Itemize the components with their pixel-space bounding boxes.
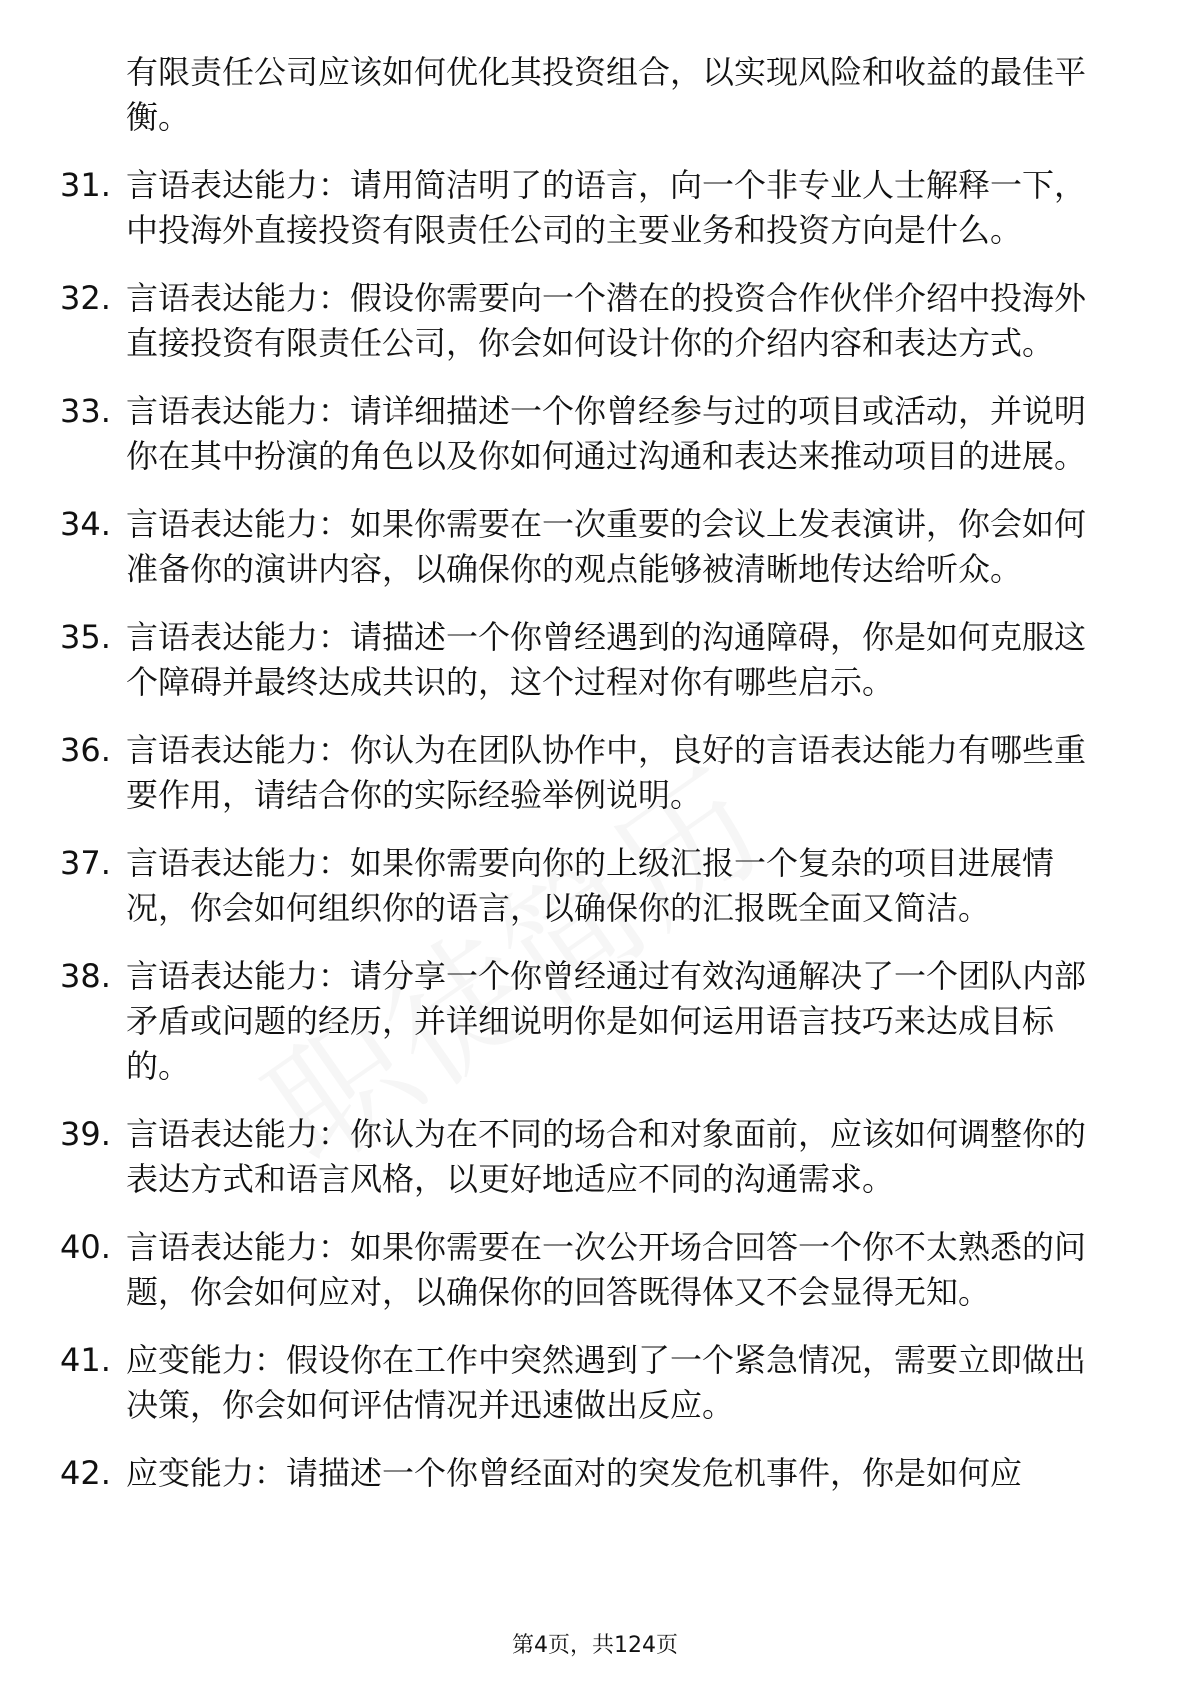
list-item: [60, 276, 1110, 366]
list-item: [60, 841, 1110, 931]
item-text: 言语表达能力：请用简洁明了的语言，向一个非专业人士解释一下，中投海外直接投资有限责任公司的主要业务和投资方向是什么。: [126, 166, 1087, 249]
item-text: 言语表达能力：假设你需要向一个潜在的投资合作伙伴介绍中投海外直接投资有限责任公司，你会如何设计你的介绍内容和表达方式。: [126, 279, 1087, 362]
item-number: 32.: [60, 279, 111, 317]
list-item: [60, 1112, 1110, 1202]
item-number: 34.: [60, 505, 111, 543]
item-number: 42.: [60, 1454, 111, 1492]
item-text: 言语表达能力：如果你需要在一次重要的会议上发表演讲，你会如何准备你的演讲内容，以确保你的观点能够被清晰地传达给听众。: [126, 505, 1087, 588]
item-number: 41.: [60, 1341, 111, 1379]
list-item: [60, 389, 1110, 479]
item-number: 31.: [60, 166, 111, 204]
item-number: 33.: [60, 392, 111, 430]
item-number: 37.: [60, 844, 111, 882]
item-text: 言语表达能力：请详细描述一个你曾经参与过的项目或活动，并说明你在其中扮演的角色以及你如何通过沟通和表达来推动项目的进展。: [126, 392, 1087, 475]
continuation-text: 有限责任公司应该如何优化其投资组合，以实现风险和收益的最佳平衡。: [126, 53, 1087, 136]
item-number: 38.: [60, 957, 111, 995]
list-item: [60, 502, 1110, 592]
item-number: 40.: [60, 1228, 111, 1266]
item-number: 36.: [60, 731, 111, 769]
list-item: [60, 1225, 1110, 1315]
item-text: 言语表达能力：请分享一个你曾经通过有效沟通解决了一个团队内部矛盾或问题的经历，并详细说明你是如何运用语言技巧来达成目标的。: [126, 957, 1087, 1085]
item-text: 言语表达能力：你认为在团队协作中，良好的言语表达能力有哪些重要作用，请结合你的实际经验举例说明。: [126, 731, 1087, 814]
item-text: 应变能力：请描述一个你曾经面对的突发危机事件，你是如何应: [126, 1454, 1023, 1492]
question-list: [60, 50, 1110, 1519]
list-item: [60, 1338, 1110, 1428]
item-text: 言语表达能力：请描述一个你曾经遇到的沟通障碍，你是如何克服这个障碍并最终达成共识的，这个过程对你有哪些启示。: [126, 618, 1087, 701]
list-item: [60, 615, 1110, 705]
list-item: [60, 954, 1110, 1089]
list-item: [60, 1451, 1110, 1496]
item-text: 言语表达能力：如果你需要在一次公开场合回答一个你不太熟悉的问题，你会如何应对，以确保你的回答既得体又不会显得无知。: [126, 1228, 1087, 1311]
item-text: 应变能力：假设你在工作中突然遇到了一个紧急情况，需要立即做出决策，你会如何评估情况并迅速做出反应。: [126, 1341, 1087, 1424]
list-item: [60, 728, 1110, 818]
item-number: 35.: [60, 618, 111, 656]
item-number: 39.: [60, 1115, 111, 1153]
item-text: 言语表达能力：如果你需要向你的上级汇报一个复杂的项目进展情况，你会如何组织你的语言，以确保你的汇报既全面又简洁。: [126, 844, 1055, 927]
page-footer: 第4页，共124页: [512, 1633, 678, 1658]
list-item: [60, 163, 1110, 253]
item-text: 言语表达能力：你认为在不同的场合和对象面前，应该如何调整你的表达方式和语言风格，以更好地适应不同的沟通需求。: [126, 1115, 1087, 1198]
